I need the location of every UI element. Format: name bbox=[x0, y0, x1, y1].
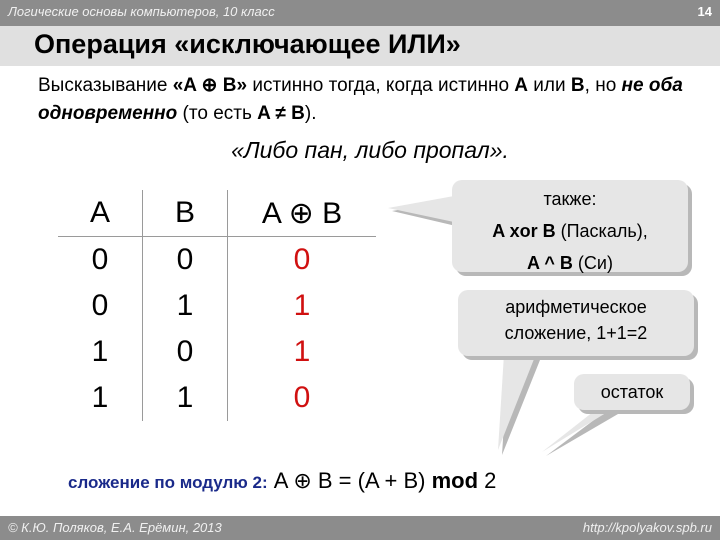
remainder-callout bbox=[574, 374, 690, 410]
intro-text-2: истинно тогда, когда истинно bbox=[247, 75, 515, 96]
header-b: B bbox=[143, 190, 228, 237]
cell-b: 1 bbox=[143, 283, 228, 329]
also-callout bbox=[452, 180, 688, 272]
c-line bbox=[452, 250, 688, 276]
c-expr: A ^ B bbox=[527, 253, 573, 273]
slide-title: Операция «исключающее ИЛИ» bbox=[34, 29, 461, 59]
intro-text-3: или bbox=[528, 75, 571, 96]
formula-rhs: 2 bbox=[478, 468, 497, 493]
also-title: также: bbox=[543, 189, 597, 209]
intro-text-6: ). bbox=[304, 103, 317, 124]
cell-a: 0 bbox=[91, 289, 109, 322]
remainder-text: остаток bbox=[600, 382, 664, 402]
arith-callout bbox=[458, 290, 694, 356]
intro-text-1: Высказывание bbox=[38, 75, 173, 96]
cell-b: 1 bbox=[143, 375, 228, 421]
copyright: © К.Ю. Поляков, Е.А. Ерёмин, 2013 bbox=[8, 520, 222, 535]
arith-line-2: сложение, 1+1=2 bbox=[504, 323, 648, 343]
c-note: (Си) bbox=[572, 253, 613, 273]
footer-bar bbox=[0, 516, 720, 540]
header-a: A bbox=[58, 190, 143, 237]
cell-b: 0 bbox=[143, 329, 228, 375]
intro-expression: «A ⊕ B» bbox=[172, 75, 248, 96]
intro-inequality: A ≠ B bbox=[257, 103, 305, 124]
callout-tail-left bbox=[388, 196, 454, 222]
formula-label: сложение по модулю 2: bbox=[68, 473, 268, 492]
cell-b: 0 bbox=[143, 237, 228, 284]
formula-mod: mod bbox=[431, 468, 479, 493]
formula-lhs: A ⊕ B = (A + B) bbox=[267, 468, 432, 493]
intro-text-5: (то есть bbox=[177, 103, 258, 124]
cell-result: 0 bbox=[293, 381, 311, 414]
cell-a: 0 bbox=[91, 243, 109, 276]
course-name: Логические основы компьютеров, 10 класс bbox=[8, 4, 275, 19]
pascal-note: (Паскаль), bbox=[555, 221, 648, 241]
page-number: 14 bbox=[697, 4, 712, 19]
cell-result: 1 bbox=[293, 289, 311, 322]
intro-text-4: , но bbox=[584, 75, 622, 96]
site-url: http://kpolyakov.spb.ru bbox=[582, 520, 712, 535]
callout-tail-shadow-remainder bbox=[546, 414, 618, 456]
pascal-expr: A xor B bbox=[492, 221, 556, 241]
intro-emphasis: не оба одновременно bbox=[38, 75, 683, 124]
mod2-formula bbox=[68, 468, 496, 494]
quote-text: «Либо пан, либо пропал». bbox=[231, 137, 509, 163]
intro-var-b: B bbox=[570, 75, 585, 96]
cell-a: 1 bbox=[91, 335, 109, 368]
intro-var-a: A bbox=[514, 75, 529, 96]
cell-result: 1 bbox=[293, 335, 311, 368]
pascal-line bbox=[452, 218, 688, 244]
cell-a: 1 bbox=[91, 381, 109, 414]
arith-line-1: арифметическое bbox=[505, 297, 647, 317]
cell-result: 0 bbox=[293, 243, 311, 276]
header-xor: A ⊕ B bbox=[228, 190, 377, 237]
